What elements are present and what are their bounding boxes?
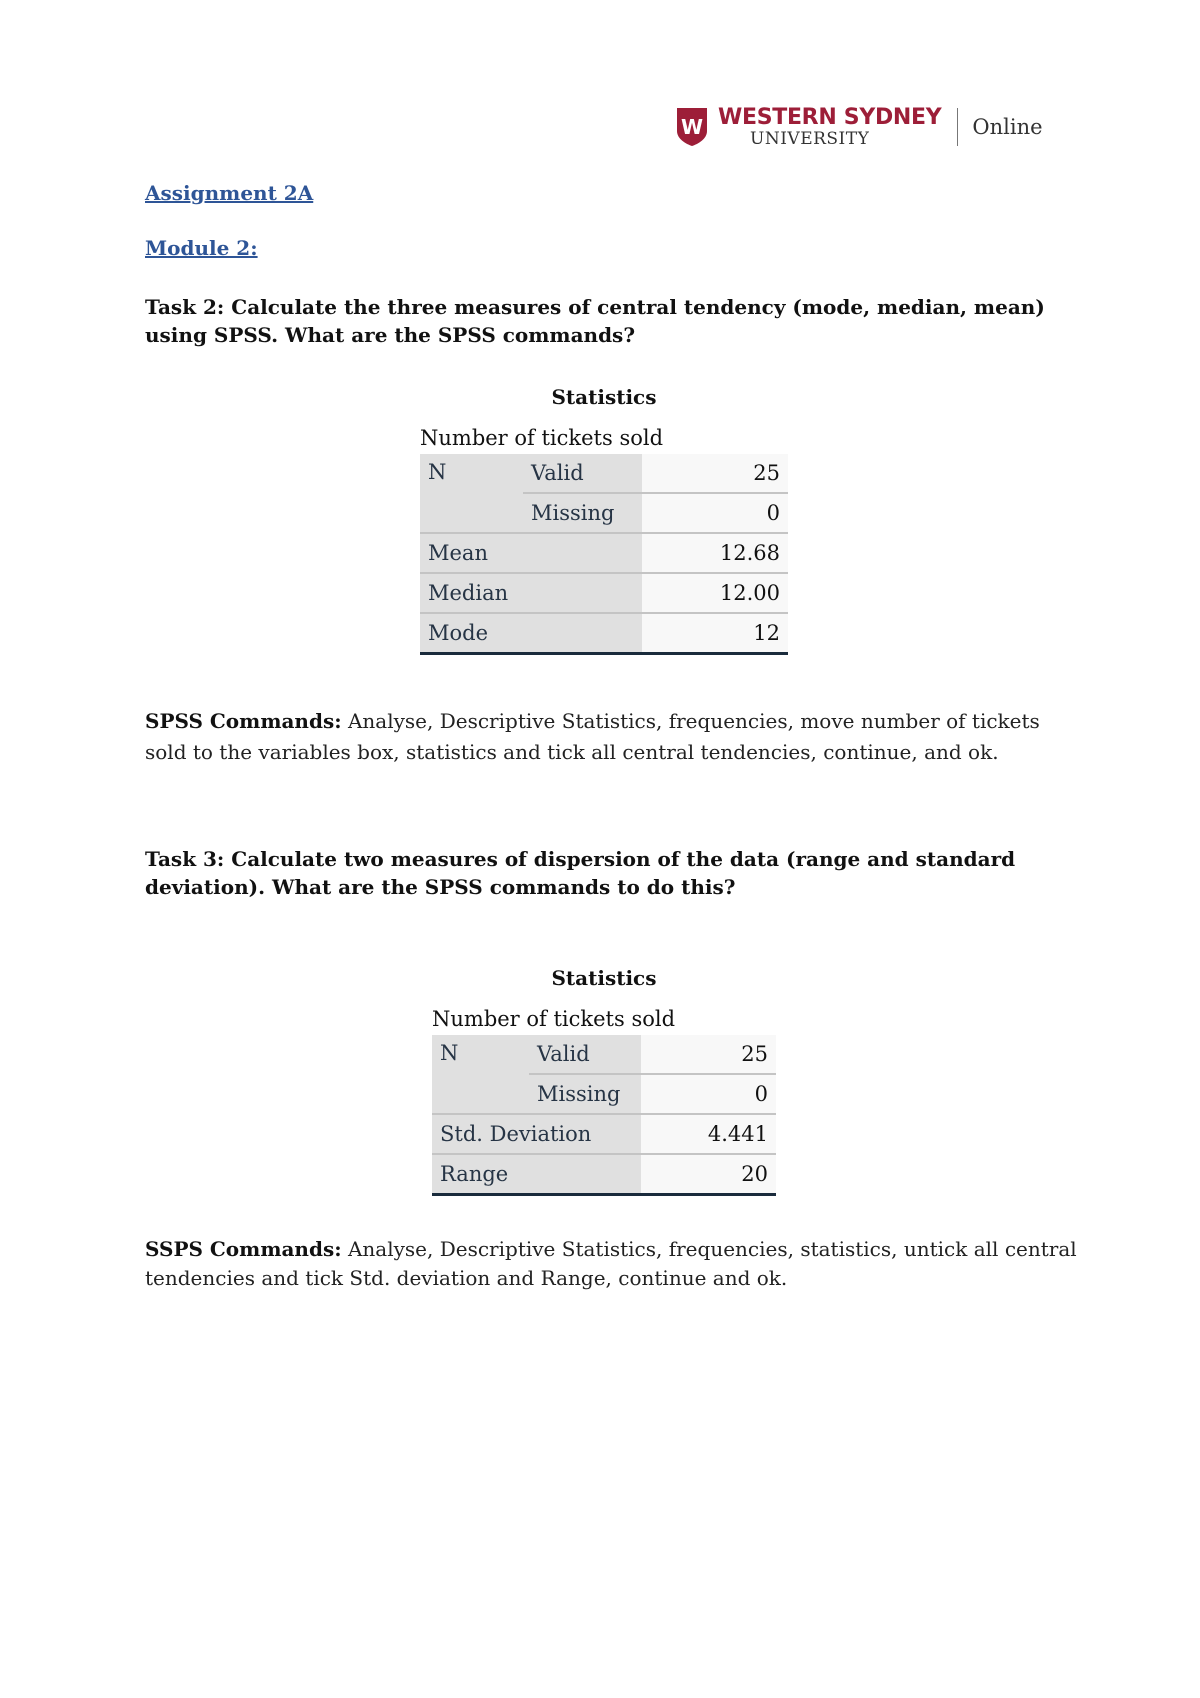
valid-value: 25 (641, 1035, 776, 1074)
range-label: Range (432, 1154, 641, 1195)
table-row (420, 454, 788, 493)
table-row (420, 613, 788, 654)
table-row (432, 1154, 776, 1195)
table-row (420, 533, 788, 573)
task2-table-title: Statistics (551, 385, 657, 409)
module-link[interactable]: Module 2: (145, 236, 258, 260)
assignment-link[interactable]: Assignment 2A (145, 181, 314, 205)
range-value: 20 (641, 1154, 776, 1195)
task3-table-title: Statistics (551, 966, 657, 990)
shield-icon (676, 107, 708, 147)
median-value: 12.00 (642, 573, 788, 613)
n-label: N (432, 1035, 529, 1114)
mode-label: Mode (420, 613, 642, 654)
task3-table-caption: Number of tickets sold (432, 1007, 676, 1031)
std-deviation-label: Std. Deviation (432, 1114, 641, 1154)
missing-label: Missing (529, 1074, 641, 1114)
n-label: N (420, 454, 523, 533)
task2-commands (145, 706, 1085, 768)
university-logo (676, 104, 1043, 150)
task2-statistics-table (420, 454, 788, 655)
valid-label: Valid (529, 1035, 641, 1074)
task3-commands-label: SSPS Commands: (145, 1237, 342, 1261)
mode-value: 12 (642, 613, 788, 654)
missing-label: Missing (523, 493, 642, 533)
shield-letter: W (680, 115, 704, 139)
missing-value: 0 (642, 493, 788, 533)
mean-label: Mean (420, 533, 642, 573)
task2-table-caption: Number of tickets sold (420, 426, 664, 450)
logo-name: WESTERN SYDNEY (718, 104, 942, 130)
valid-label: Valid (523, 454, 642, 493)
task3-question: Task 3: Calculate two measures of dispersion of the data (range and standard deviation). What are the SPSS commands to do this? (145, 847, 1016, 899)
table-row (432, 1114, 776, 1154)
std-deviation-value: 4.441 (641, 1114, 776, 1154)
logo-online: Online (972, 115, 1043, 139)
logo-text (718, 104, 942, 149)
table-row (420, 573, 788, 613)
task3-commands-text: Analyse, Descriptive Statistics, frequencies, statistics, untick all central tendencies and tick Std. deviation and Range, continue and ok. (145, 1237, 1077, 1290)
task2-question: Task 2: Calculate the three measures of central tendency (mode, median, mean) using SPSS. What are the SPSS commands? (145, 295, 1045, 347)
median-label: Median (420, 573, 642, 613)
task2-commands-text: Analyse, Descriptive Statistics, frequencies, move number of tickets sold to the variables box, statistics and tick all central tendencies, continue, and ok. (145, 709, 1040, 764)
logo-divider (957, 108, 958, 146)
task3-commands (145, 1235, 1085, 1293)
task3-statistics-table (432, 1035, 776, 1196)
logo-sub: UNIVERSITY (750, 128, 870, 149)
task2-commands-label: SPSS Commands: (145, 709, 342, 733)
table-row (432, 1035, 776, 1074)
valid-value: 25 (642, 454, 788, 493)
missing-value: 0 (641, 1074, 776, 1114)
mean-value: 12.68 (642, 533, 788, 573)
